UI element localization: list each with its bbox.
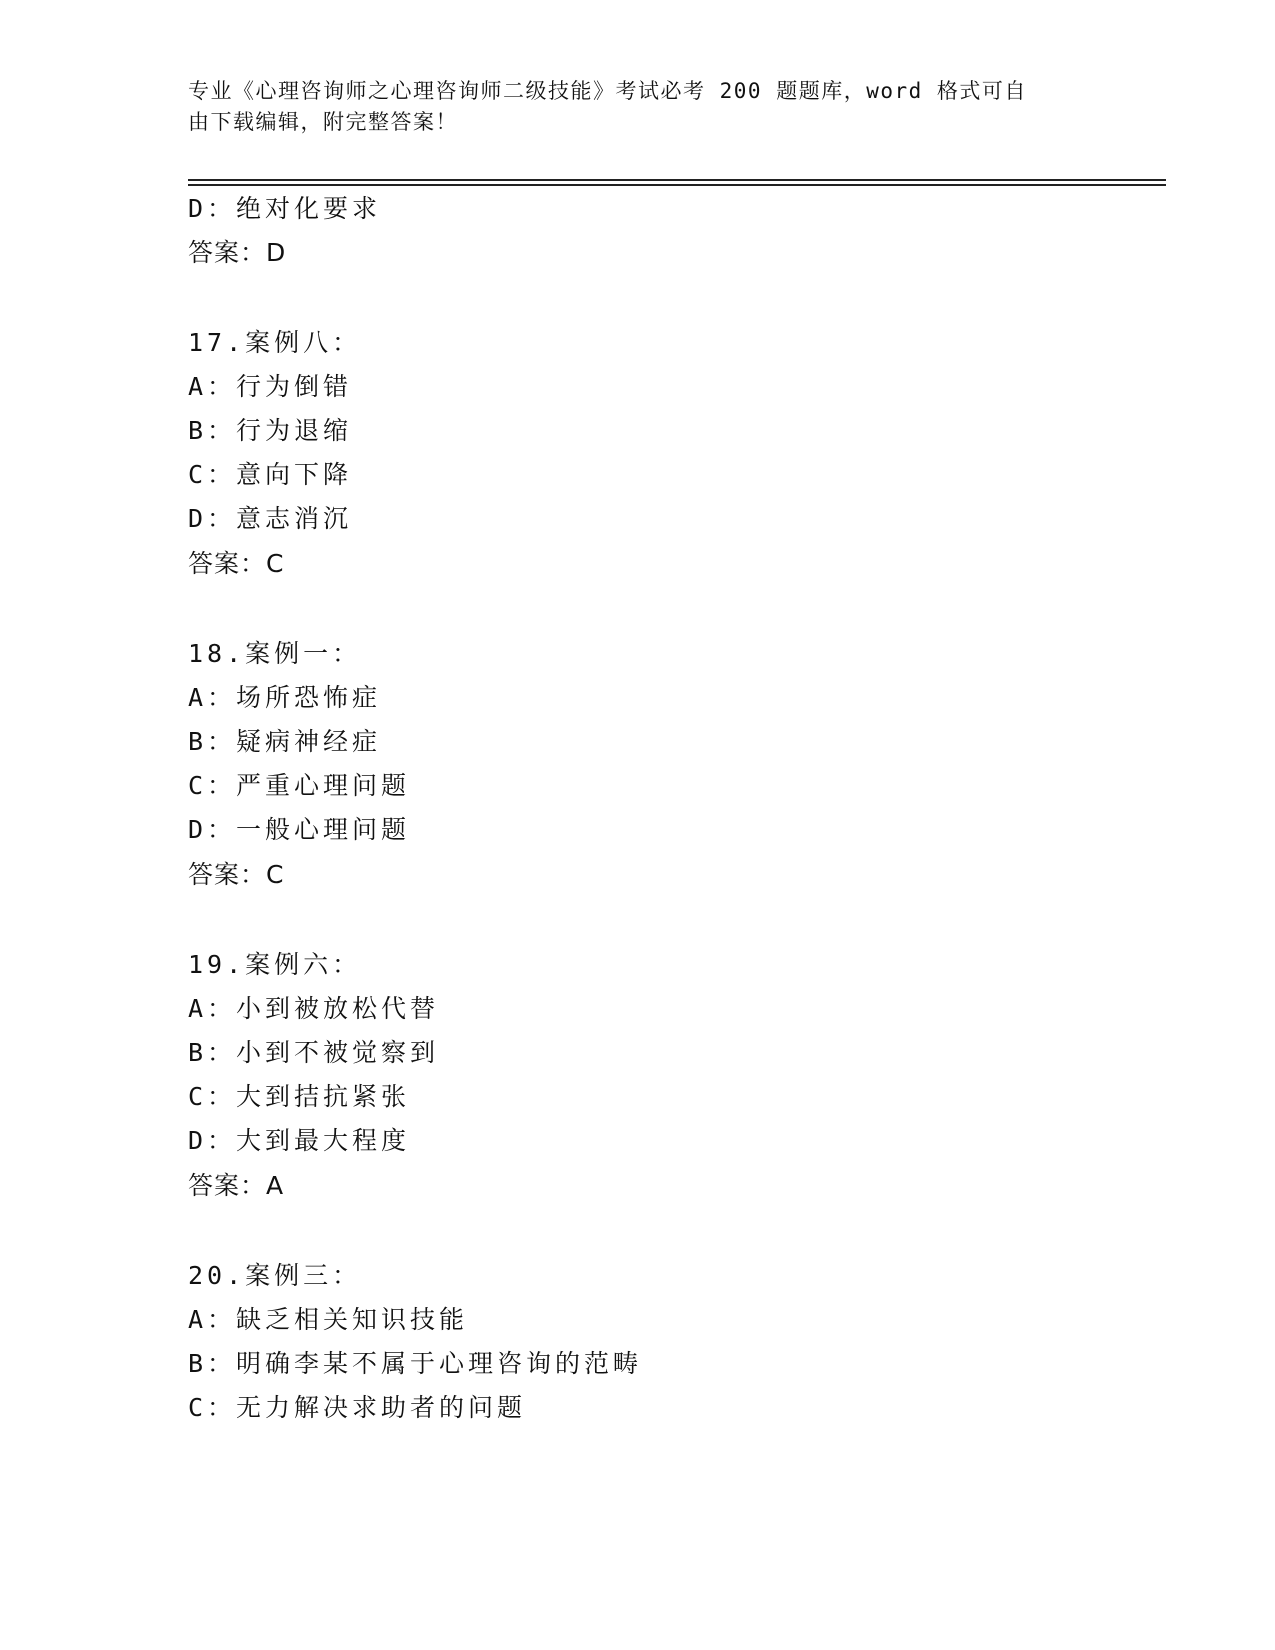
question-17-answer: 答案：C xyxy=(188,549,285,578)
question-20-option-b: B：明确李某不属于心理咨询的范畴 xyxy=(188,1349,643,1378)
header-divider-top xyxy=(188,179,1166,181)
question-18-option-a: A：场所恐怖症 xyxy=(188,683,382,712)
question-17-option-a: A：行为倒错 xyxy=(188,372,353,401)
header-line-1: 专业《心理咨询师之心理咨询师二级技能》考试必考 200 题题库，word 格式可自 xyxy=(188,79,1027,103)
question-17-option-d: D：意志消沉 xyxy=(188,504,353,533)
question-19-option-d: D：大到最大程度 xyxy=(188,1126,411,1155)
document-header xyxy=(188,76,1068,138)
question-19-option-a: A：小到被放松代替 xyxy=(188,994,440,1023)
question-20-option-a: A：缺乏相关知识技能 xyxy=(188,1305,469,1334)
header-divider-bottom xyxy=(188,184,1166,186)
question-17-option-b: B：行为退缩 xyxy=(188,416,353,445)
question-18-option-b: B：疑病神经症 xyxy=(188,727,382,756)
question-19-answer: 答案：A xyxy=(188,1171,285,1200)
question-19-option-c: C：大到拮抗紧张 xyxy=(188,1082,411,1111)
question-18-option-c: C：严重心理问题 xyxy=(188,771,411,800)
question-18-option-d: D：一般心理问题 xyxy=(188,815,411,844)
fragment-answer: 答案：D xyxy=(188,238,287,267)
header-line-2: 由下载编辑，附完整答案！ xyxy=(188,110,458,134)
question-17-stem: 17.案例八： xyxy=(188,328,362,357)
question-20-stem: 20.案例三： xyxy=(188,1261,362,1290)
question-19-option-b: B：小到不被觉察到 xyxy=(188,1038,440,1067)
question-19-stem: 19.案例六： xyxy=(188,950,362,979)
question-18-answer: 答案：C xyxy=(188,860,285,889)
question-17-option-c: C：意向下降 xyxy=(188,460,353,489)
fragment-option-d: D：绝对化要求 xyxy=(188,194,382,223)
question-20-option-c: C：无力解决求助者的问题 xyxy=(188,1393,527,1422)
question-18-stem: 18.案例一： xyxy=(188,639,362,668)
